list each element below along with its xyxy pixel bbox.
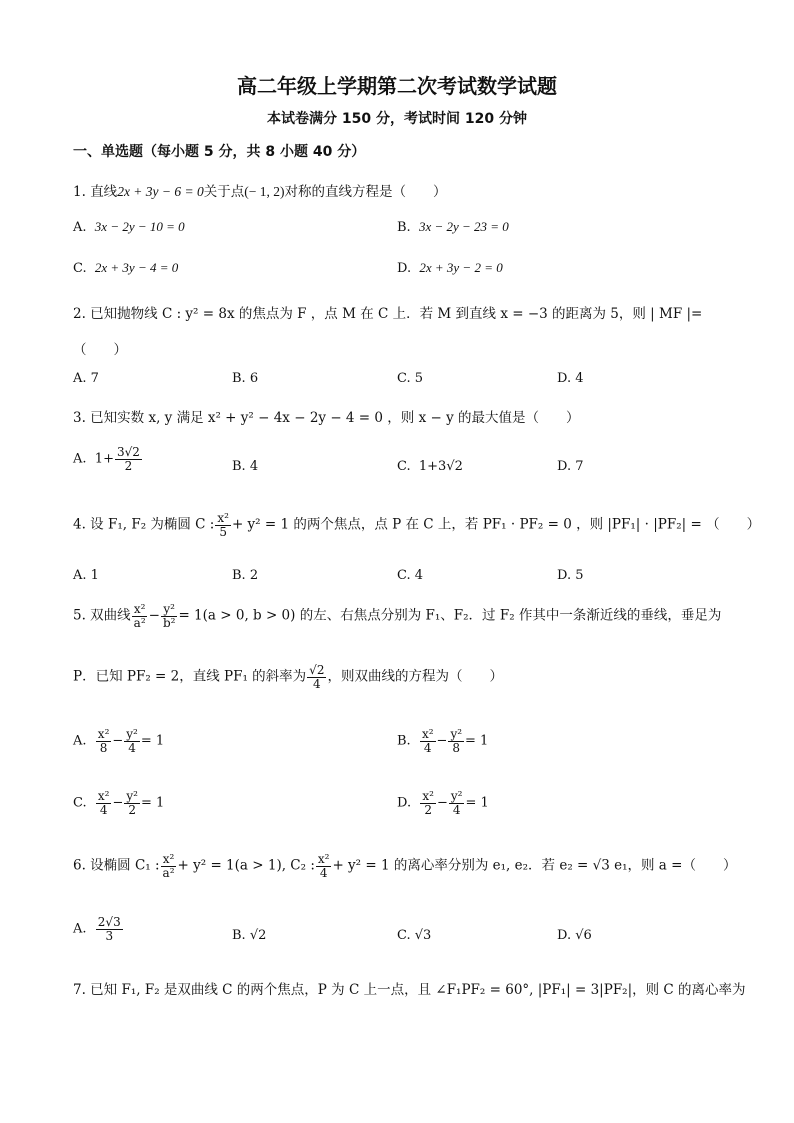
q1-option-c: C. 2x + 3y − 4 = 0	[73, 260, 179, 276]
q6-option-d: D. √6	[557, 928, 592, 943]
q5-option-d: D. $\frac{\text{x²}}{2}$ − $\frac{\text{y²}}{4}$ = 1	[397, 789, 489, 817]
q1-option-d: D. 2x + 3y − 2 = 0	[397, 260, 503, 276]
q2-option-c: C. 5	[397, 371, 424, 386]
q3-option-a: A. 1+ $\frac{3√2}{2}$	[73, 445, 140, 473]
q6-option-b: B. √2	[232, 928, 267, 943]
q6-option-a: A. $\frac{2√3}{3}$	[73, 915, 121, 943]
question-1: 1. 直线2x + 3y − 6 = 0关于点(− 1, 2)对称的直线方程是（ ）	[73, 184, 447, 200]
q2-option-d: D. 4	[557, 371, 584, 386]
question-6: 6. 设椭圆 C₁ : $\frac{\text{x²}}{\text{a²}}$ + y² = 1(a > 1), C₂ : $\frac{\text{x²}}{4}$ + y² = 1 的离心率分别为 e₁, e₂．若 e₂ = √3 e₁，则 a =（ ）	[73, 852, 737, 880]
question-2-bracket: （ ）	[73, 342, 127, 358]
q6-option-c: C. √3	[397, 928, 432, 943]
q1-option-b: B. 3x − 2y − 23 = 0	[397, 219, 509, 235]
q5-option-a: A. $\frac{\text{x²}}{8}$ − $\frac{\text{y²}}{4}$ = 1	[73, 727, 165, 755]
question-2: 2. 已知抛物线 C : y² = 8x 的焦点为 F ，点 M 在 C 上．若 M 到直线 x = −3 的距离为 5，则 | MF |=	[73, 306, 703, 322]
section-heading: 一、单选题（每小题 5 分，共 8 小题 40 分）	[73, 144, 366, 160]
q3-option-b: B. 4	[232, 459, 259, 474]
q4-option-a: A. 1	[73, 568, 99, 583]
q5-option-b: B. $\frac{\text{x²}}{4}$ − $\frac{\text{y²}}{8}$ = 1	[397, 727, 489, 755]
q4-option-c: C. 4	[397, 568, 424, 583]
question-4: 4. 设 F₁, F₂ 为椭圆 C : $\frac{\text{x²}}{5}$ + y² = 1 的两个焦点，点 P 在 C 上，若 PF₁ · PF₂ = 0 ，则 |PF₁| · |PF₂| = （ ）	[73, 511, 761, 539]
question-7: 7. 已知 F₁, F₂ 是双曲线 C 的两个焦点，P 为 C 上一点，且 ∠F₁PF₂ = 60°, |PF₁| = 3|PF₂|，则 C 的离心率为	[73, 982, 746, 998]
q5-option-c: C. $\frac{\text{x²}}{4}$ − $\frac{\text{y²}}{2}$ = 1	[73, 789, 165, 817]
question-5-line2: P．已知 PF₂ = 2，直线 PF₁ 的斜率为 $\frac{√2}{4}$ ，则双曲线的方程为（ ）	[73, 663, 503, 691]
q3-option-d: D. 7	[557, 459, 584, 474]
page-title: 高二年级上学期第二次考试数学试题	[237, 74, 557, 98]
q4-option-b: B. 2	[232, 568, 259, 583]
question-3: 3. 已知实数 x, y 满足 x² + y² − 4x − 2y − 4 = 0 ，则 x − y 的最大值是（ ）	[73, 410, 580, 426]
q2-option-a: A. 7	[73, 371, 99, 386]
q1-option-a: A. 3x − 2y − 10 = 0	[73, 219, 185, 235]
exam-info: 本试卷满分 150 分，考试时间 120 分钟	[267, 111, 527, 127]
question-5: 5. 双曲线 $\frac{\text{x²}}{\text{a²}}$ − $\frac{\text{y²}}{\text{b²}}$ = 1(a > 0, b > 0) 的左、右焦点分别为 F₁、F₂．过 F₂ 作其中一条渐近线的垂线，垂足为	[73, 602, 722, 630]
q2-option-b: B. 6	[232, 371, 259, 386]
q3-option-c: C. 1+3√2	[397, 459, 463, 474]
q4-option-d: D. 5	[557, 568, 584, 583]
